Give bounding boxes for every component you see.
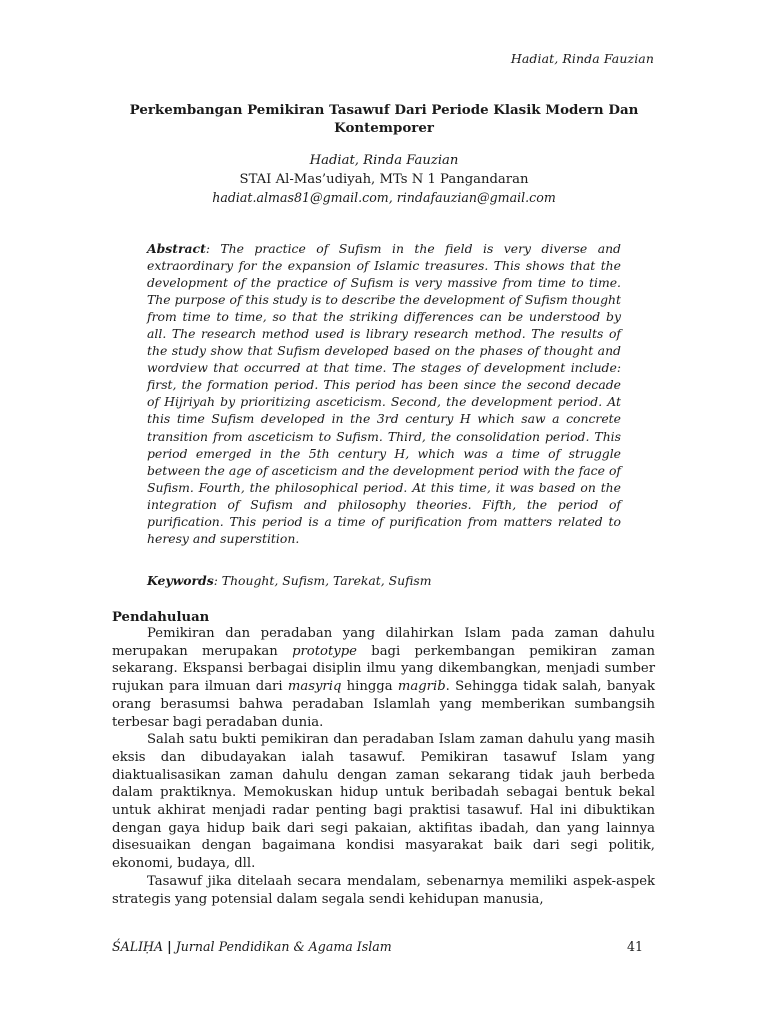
abstract-text: : The practice of Sufism in the field is very diverse and extraordinary for the expansion of Islamic treasures. This shows that the development of the practice of Sufism is very massive from time to time. The purpose of this study is to describe the development of Sufism thought from time to time, so that the striking differences can be understood by all. The research method used is library research method. The results of the study show that Sufism developed based on the phases of thought and wordview that occurred at that time. The stages of development include: first, the formation period. This period has been since the second decade of Hijriyah by prioritizing asceticism. Second, the development period. At this time Sufism developed in the 3rd century H which saw a concrete transition from asceticism to Sufism. Third, the consolidation period. This period emerged in the 5th century H, which was a time of struggle between the age of asceticism and the development period with the face of Sufism. Fourth, the philosophical period. At this time, it was based on the integration of Sufism and philosophy theories. Fifth, the period of purification. This period is a time of purification from matters related to heresy and superstition. — [147, 241, 621, 546]
journal-subtitle: Jurnal Pendidikan & Agama Islam — [175, 939, 392, 954]
footer-separator: | — [167, 939, 172, 954]
abstract-label: Abstract — [147, 241, 206, 256]
paragraph-text: . Sehingga tidak salah, banyak orang berasumsi bahwa peradaban Islamlah yang memberikan sumbangsih terbesar bagi peradaban dunia. — [112, 679, 655, 730]
italic-term: magrib — [397, 679, 446, 695]
section-heading: Pendahuluan — [112, 610, 210, 625]
author-block — [112, 152, 656, 208]
affiliation: STAI Al-Mas’udiyah, MTs N 1 Pangandaran — [239, 171, 529, 187]
italic-term: masyriq — [287, 679, 342, 695]
body-text — [112, 625, 655, 908]
italic-term: prototype — [292, 643, 357, 659]
abstract — [147, 240, 621, 547]
paragraph-text: hingga — [341, 679, 398, 695]
page-footer — [112, 939, 655, 955]
paragraph-2: Salah satu bukti pemikiran dan peradaban Islam zaman dahulu yang masih eksis dan dibudayakan ialah tasawuf. Pemikiran tasawuf Islam yang diaktualisasikan zaman dahulu dengan zaman sekarang tidak jauh berbeda dalam praktiknya. Memokuskan hidup untuk beribadah sebagai bentuk bekal untuk akhirat menjadi radar penting bagi praktisi tasawuf. Hal ini dibuktikan dengan gaya hidup baik dari segi pakaian, aktifitas ibadah, dan yang lainnya disesuaikan dengan bagaimana kondisi masyarakat baik dari segi politik, ekonomi, budaya, dll. — [112, 732, 655, 872]
running-head: Hadiat, Rinda Fauzian — [510, 51, 654, 66]
paragraph-3: Tasawuf jika ditelaah secara mendalam, sebenarnya memiliki aspek-aspek strategis yang potensial dalam segala sendi kehidupan manusia, — [112, 873, 655, 907]
paragraph-1 — [112, 625, 655, 731]
author-emails: hadiat.almas81@gmail.com, rindafauzian@gmail.com — [212, 190, 556, 205]
paragraph-text: bagi perkembangan pemikiran zaman sekarang. Ekspansi berbagai disiplin ilmu yang dikembangkan, menjadi sumber rujukan para ilmuan dari — [112, 643, 655, 695]
paper-title: Perkembangan Pemikiran Tasawuf Dari Periode Klasik Modern Dan Kontemporer — [129, 102, 639, 136]
author-names: Hadiat, Rinda Fauzian — [309, 153, 459, 168]
keywords — [147, 572, 621, 589]
page-number: 41 — [626, 939, 643, 954]
keywords-text: : Thought, Sufism, Tarekat, Sufism — [213, 573, 432, 588]
keywords-label: Keywords — [147, 573, 214, 588]
journal-name: ŚALIḤA — [112, 939, 164, 954]
paragraph-text: Pemikiran dan peradaban yang dilahirkan Islam pada zaman dahulu merupakan merupakan — [112, 626, 655, 659]
